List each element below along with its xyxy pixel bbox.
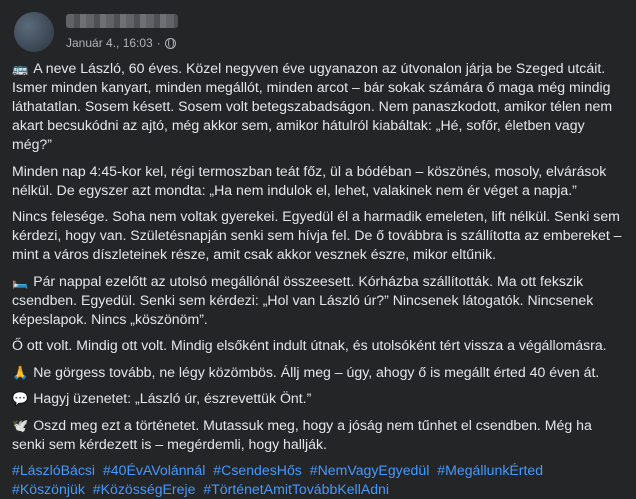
paragraph-2 (12, 162, 624, 200)
paragraph-6 (12, 363, 624, 382)
globe-icon[interactable] (165, 38, 176, 49)
paragraph-text: Nincs felesége. Soha nem voltak gyerekei. Egyedül él a harmadik emeleten, lift nélkül. Senki sem kérdezi, hogy van. Születésnapján senki sem hívja fel. De ő továbbra is szállította az embereket – mint a város díszleteinek része, amit csak akkor vesznek észre, mikor eltűnik. (12, 208, 622, 262)
paragraph-8 (12, 416, 624, 454)
paragraph-text: A neve László, 60 éves. Közel negyven éve ugyanazon az útvonalon járja be Szeged utcáit. Ismer minden kanyart, minden megállót, minden arcot – bár sokak számára ő maga még mindig láthatatlan. Sosem késett. Sosem volt betegszabadságon. Nem panaszkodott, amikor télen nem akart becsukódni az ajtó, még akkor sem, amikor hátulról kiabáltak: „Hé, sofőr, életben vagy még?” (12, 60, 613, 152)
speech-bubble-icon: 💬 (12, 391, 29, 406)
paragraph-7 (12, 389, 624, 408)
praying-hands-icon: 🙏 (12, 364, 29, 380)
author-name-blurred[interactable] (66, 14, 178, 28)
meta-separator: · (156, 36, 161, 50)
hashtag-link[interactable]: #TörténetAmitTovábbKellAdni (203, 481, 390, 497)
hashtag-link[interactable]: #LászlóBácsi (12, 462, 96, 478)
paragraph-text: Pár nappal ezelőtt az utolsó megállónál összeesett. Kórházba szállították. Ma ott fekszik csendben. Egyedül. Senki sem kérdezi: „Hol van László úr?” Nincsenek látogatók. Nincsenek képeslapok. Nincs „köszönöm”. (12, 272, 594, 327)
bed-icon: 🛏️ (12, 273, 29, 289)
paragraph-text: Hagyj üzenetet: „László úr, észrevettük Önt.” (33, 390, 312, 406)
post-date[interactable]: Január 4., 16:03 (66, 36, 153, 50)
paragraph-text: Minden nap 4:45-kor kel, régi termoszban teát főz, ül a bódéban – köszönés, mosoly, elvárások nélkül. De egyszer azt mondta: „Ha nem indulok el, lehet, valakinek nem ér véget a napja.” (12, 162, 607, 198)
post-meta (66, 36, 176, 50)
dove-icon: 🕊️ (12, 417, 29, 433)
hashtag-link[interactable]: #NemVagyEgyedül (309, 462, 430, 478)
hashtag-link[interactable]: #CsendesHős (213, 462, 302, 478)
hashtag-link[interactable]: #Köszönjük (12, 481, 85, 497)
paragraph-5 (12, 336, 624, 355)
post-header (14, 12, 614, 52)
hashtag-link[interactable]: #KözösségEreje (92, 481, 196, 497)
paragraph-text: Ő ott volt. Mindig ott volt. Mindig elsőként indult útnak, és utolsóként tért vissza a végállomásra. (12, 337, 607, 353)
hashtag-link[interactable]: #MegállunkÉrted (437, 462, 544, 478)
hashtags (12, 461, 624, 499)
paragraph-3 (12, 207, 624, 264)
bus-icon: 🚌 (12, 61, 29, 76)
post-body (12, 59, 624, 499)
paragraph-4 (12, 272, 624, 329)
paragraph-text: Oszd meg ezt a történetet. Mutassuk meg, hogy a jóság nem tűnhet el csendben. Még ha senki sem kérdezett is – megérdemli, hogy hallják. (12, 416, 592, 452)
paragraph-text: Ne görgess tovább, ne légy közömbös. Állj meg – úgy, ahogy ő is megállt érted 40 éven át. (33, 363, 600, 380)
paragraph-1 (12, 59, 624, 154)
hashtag-link[interactable]: #40ÉvAVolánnál (102, 462, 206, 478)
avatar[interactable] (14, 12, 54, 52)
